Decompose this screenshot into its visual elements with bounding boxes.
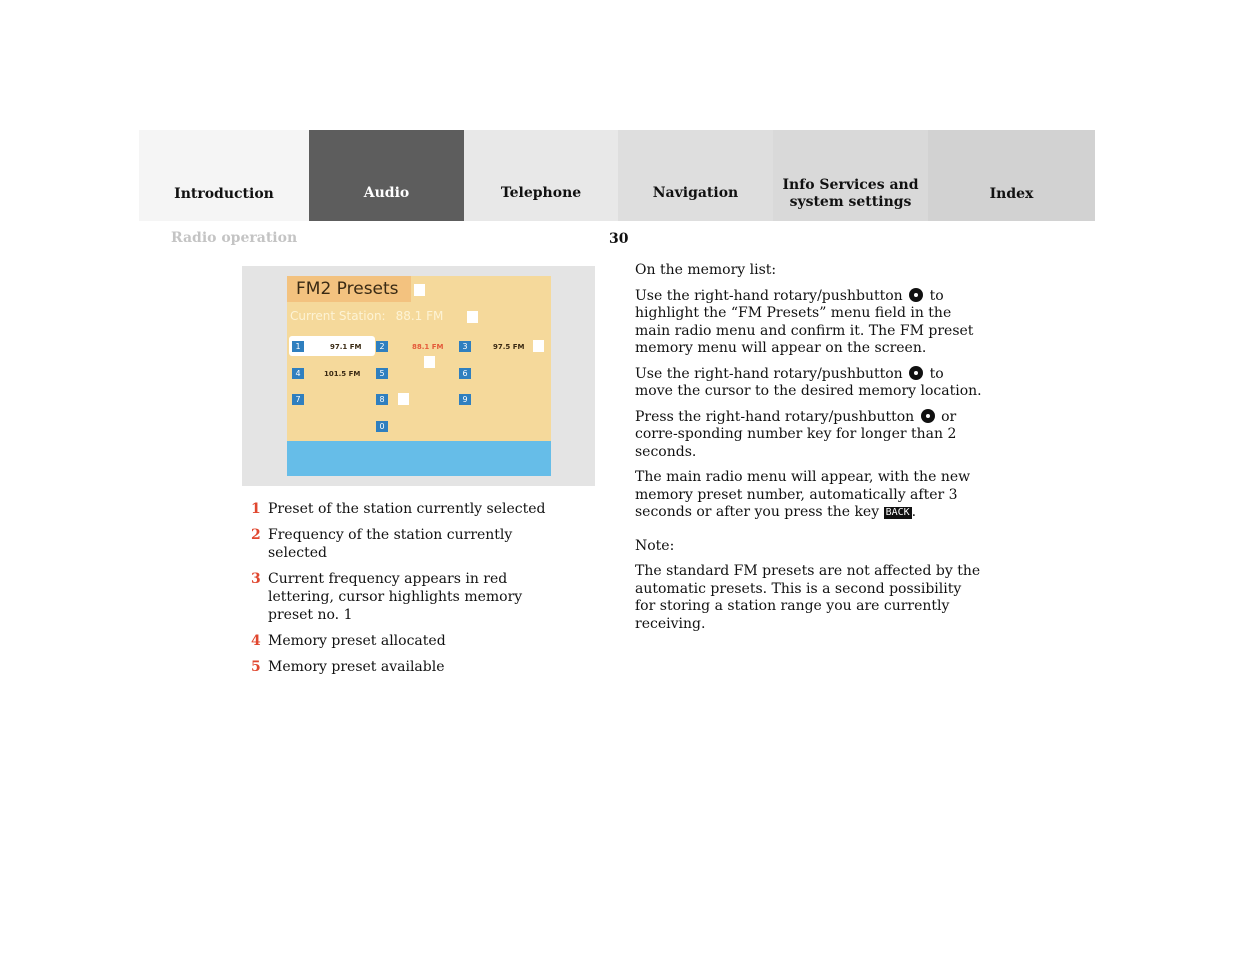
preset-freq-current: 88.1 FM bbox=[412, 343, 444, 351]
callout-marker-5 bbox=[398, 393, 409, 405]
screen-illustration bbox=[242, 266, 595, 486]
legend-item bbox=[251, 658, 571, 676]
preset-badge: 2 bbox=[376, 341, 388, 352]
step-text: to highlight the “FM Presets” menu field in the main radio menu and confirm it. The FM preset memory menu will appear on the screen. bbox=[635, 287, 974, 356]
step-text: Use the right-hand rotary/pushbutton bbox=[635, 287, 903, 304]
tab-label: Navigation bbox=[652, 185, 739, 201]
preset-freq: 101.5 FM bbox=[324, 370, 361, 378]
tab-telephone[interactable] bbox=[464, 130, 618, 221]
rotary-knob-icon bbox=[909, 366, 923, 380]
legend-text: Current frequency appears in red lettering, cursor highlights memory preset no. 1 bbox=[268, 571, 523, 623]
legend-number: 1 bbox=[251, 501, 261, 517]
legend-number: 4 bbox=[251, 633, 261, 649]
callout-marker-2 bbox=[467, 311, 478, 323]
legend-number: 5 bbox=[251, 659, 261, 675]
radio-display bbox=[287, 276, 551, 476]
legend-text: Frequency of the station currently selected bbox=[268, 527, 513, 561]
legend-text: Preset of the station currently selected bbox=[268, 501, 546, 517]
callout-marker-4 bbox=[533, 340, 544, 352]
legend-number: 2 bbox=[251, 527, 261, 543]
preset-badge: 5 bbox=[376, 368, 388, 379]
instruction-step-3 bbox=[635, 409, 985, 462]
legend-item bbox=[251, 500, 571, 518]
tab-navigation[interactable] bbox=[618, 130, 773, 221]
preset-badge: 8 bbox=[376, 394, 388, 405]
legend-text: Memory preset allocated bbox=[268, 633, 446, 649]
tab-introduction[interactable] bbox=[139, 130, 309, 221]
preset-badge: 7 bbox=[292, 394, 304, 405]
instruction-step-1 bbox=[635, 288, 985, 358]
tab-label: Telephone bbox=[500, 185, 582, 201]
tab-label: Introduction bbox=[174, 186, 274, 202]
step-text: or corre-sponding number key for longer than 2 seconds. bbox=[635, 408, 957, 460]
callout-legend bbox=[251, 500, 571, 684]
legend-item bbox=[251, 526, 571, 562]
screen-title: FM2 Presets bbox=[296, 279, 399, 299]
tab-label: Index bbox=[989, 186, 1034, 202]
preset-badge: 4 bbox=[292, 368, 304, 379]
step-text: Press the right-hand rotary/pushbutton bbox=[635, 408, 915, 425]
note-label: Note: bbox=[635, 537, 675, 554]
instructions bbox=[635, 262, 985, 641]
instruction-step-4 bbox=[635, 469, 985, 522]
preset-badge: 1 bbox=[292, 341, 304, 352]
current-station bbox=[290, 309, 443, 323]
preset-badge: 9 bbox=[459, 394, 471, 405]
preset-badge: 3 bbox=[459, 341, 471, 352]
preset-badge: 6 bbox=[459, 368, 471, 379]
current-station-freq: 88.1 FM bbox=[395, 309, 444, 323]
preset-freq: 97.5 FM bbox=[493, 343, 525, 351]
screen-bottom-bar bbox=[287, 441, 551, 476]
tab-label: Info Services and system settings bbox=[782, 177, 919, 210]
rotary-knob-icon bbox=[921, 409, 935, 423]
legend-item bbox=[251, 570, 571, 624]
tab-label: Audio bbox=[363, 185, 410, 201]
step-text: Use the right-hand rotary/pushbutton bbox=[635, 365, 903, 382]
legend-item bbox=[251, 632, 571, 650]
step-text: . bbox=[911, 504, 917, 520]
preset-freq: 97.1 FM bbox=[330, 343, 362, 351]
rotary-knob-icon bbox=[909, 288, 923, 302]
section-title: Radio operation bbox=[171, 230, 298, 246]
instruction-step-2 bbox=[635, 366, 985, 401]
back-key-icon: BACK bbox=[885, 507, 910, 518]
callout-marker-3 bbox=[424, 356, 435, 368]
note-text: The standard FM presets are not affected by the automatic presets. This is a second possibility for storing a station range you are currently receiving. bbox=[635, 563, 981, 632]
legend-number: 3 bbox=[251, 571, 261, 587]
legend-text: Memory preset available bbox=[268, 659, 445, 675]
step-text: to move the cursor to the desired memory location. bbox=[635, 365, 982, 399]
preset-badge: 0 bbox=[376, 421, 388, 432]
screen-title-bar bbox=[287, 276, 411, 302]
chapter-tabs bbox=[139, 130, 1095, 221]
tab-audio[interactable] bbox=[309, 130, 464, 221]
step-text: The main radio menu will appear, with the new memory preset number, automatically after 3 seconds or after you press the key bbox=[635, 469, 971, 520]
tab-info-services[interactable] bbox=[773, 130, 928, 221]
instruction-intro: On the memory list: bbox=[635, 262, 777, 278]
page-number: 30 bbox=[609, 231, 629, 247]
current-station-label: Current Station: bbox=[290, 309, 386, 323]
tab-index[interactable] bbox=[928, 130, 1095, 221]
callout-marker-1 bbox=[414, 284, 425, 296]
